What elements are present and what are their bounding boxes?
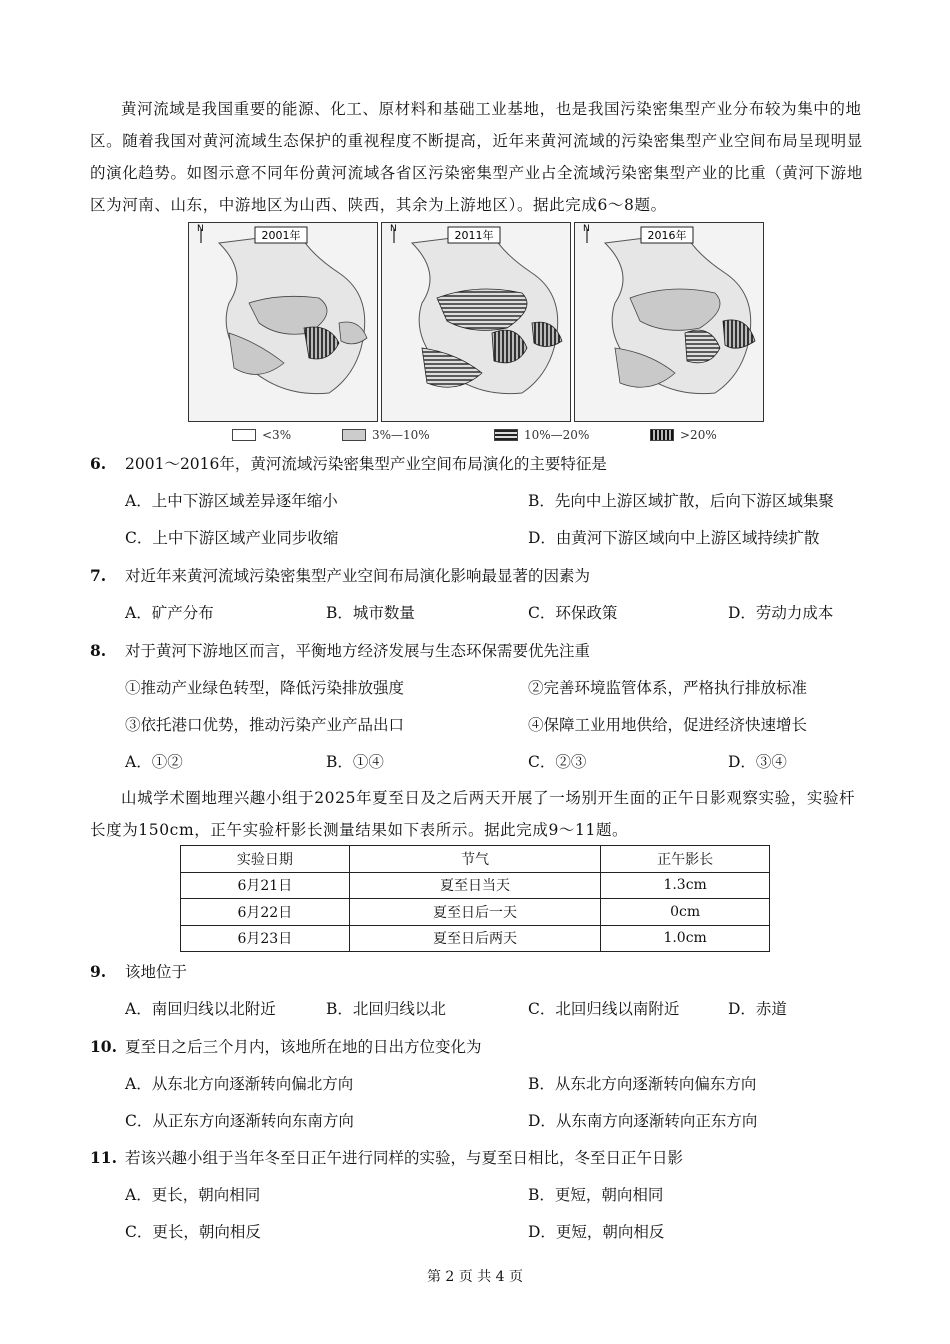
map-year-label: 2001年 xyxy=(261,229,301,242)
map-legend xyxy=(232,428,752,444)
map-2016 xyxy=(574,222,764,422)
legend-item: 10%—20% xyxy=(494,428,589,442)
table-row: 6月23日 夏至日后两天 1.0cm xyxy=(181,925,770,952)
q6-option-d[interactable]: D．由黄河下游区域向中上游区域持续扩散 xyxy=(528,529,820,547)
q9-option-b[interactable]: B．北回归线以北 xyxy=(326,1000,446,1018)
q7-option-a[interactable]: A．矿产分布 xyxy=(125,604,214,622)
q7-option-b[interactable]: B．城市数量 xyxy=(326,604,415,622)
q6-option-b[interactable]: B．先向中上游区域扩散，后向下游区域集聚 xyxy=(528,492,834,510)
map-year-label: 2011年 xyxy=(454,229,494,242)
q8-option-c[interactable]: C．②③ xyxy=(528,753,587,771)
legend-swatch xyxy=(494,429,518,441)
table-row: 6月22日 夏至日后一天 0cm xyxy=(181,899,770,926)
q11-option-c[interactable]: C．更长，朝向相反 xyxy=(125,1223,261,1241)
q8-option-d[interactable]: D．③④ xyxy=(728,753,787,771)
exam-page: 黄河流域是我国重要的能源、化工、原材料和基础工业基地，也是我国污染密集型产业分布较为集中的地区。随着我国对黄河流域生态保护的重视程度不断提高，近年来黄河流域的污染密集型产业空间布局呈现明显的演化趋势。如图示意不同年份黄河流域各省区污染密集型产业占全流域污染密集型产业的比重（黄河下游地区为河南、山东，中游地区为山西、陕西，其余为上游地区）。据此完成6～8题。 N 2001年 N 2011年 N 2016年 <3% 3%—10% 10%—20% >20% 6. 2001～2016年，黄河流域污染密集型产业空间布局演化的主要特征是 A．上中下游区域差异逐年缩小 B．先向中上游区域扩散，后向下游区域集聚 C．上中下游区域产业同步收缩 D．由黄河下游区域向中上游区域持续扩散 7. 对近年来黄河流域污染密集型产业空间布局演化影响最显著的因素为 A．矿产分布 B．城市数量 C．环保政策 D．劳动力成本 8. 对于黄河下游地区而言，平衡地方经济发展与生态环保需要优先注重 ①推动产业绿色转型，降低污染排放强度 ②完善环境监管体系，严格执行排放标准 ③依托港口优势，推动污染产业产品出口 ④保障工业用地供给，促进经济快速增长 A．①② B．①④ C．②③ D．③④ 山城学术圈地理兴趣小组于2025年夏至日及之后两天开展了一场别开生面的正午日影观察实验，实验杆长度为150cm，正午实验杆影长测量结果如下表所示。据此完成9～11题。 实验日期 节气 正午影长 6月21日 夏至日当天 1.3cm 6月22日 夏至日后一天 0cm 6月23日 夏至日后两天 1.0cm 9. 该地位于 A．南回归线以北附近 B．北回归线以北 C．北回归线以南附近 D．赤道 10. 夏至日之后三个月内，该地所在地的日出方位变化为 A．从东北方向逐渐转向偏北方向 B．从东北方向逐渐转向偏东方向 C．从正东方向逐渐转向东南方向 D．从东南方向逐渐转向正东方向 11. 若该兴趣小组于当年冬至日正午进行同样的实验，与夏至日相比，冬至日正午日影 A．更长，朝向相同 B．更短，朝向相同 C．更长，朝向相反 D．更短，朝向相反 第 2 页 共 4 页 xyxy=(0,0,950,1344)
q8-option-a[interactable]: A．①② xyxy=(125,753,183,771)
legend-item: >20% xyxy=(650,428,717,442)
map-2001 xyxy=(188,222,378,422)
map-year-label: 2016年 xyxy=(647,229,687,242)
legend-swatch xyxy=(232,429,256,441)
q11-option-d[interactable]: D．更短，朝向相反 xyxy=(528,1223,665,1241)
q10-option-c[interactable]: C．从正东方向逐渐转向东南方向 xyxy=(125,1112,354,1130)
shadow-table xyxy=(180,845,770,952)
q9-option-a[interactable]: A．南回归线以北附近 xyxy=(125,1000,276,1018)
legend-swatch xyxy=(342,429,366,441)
q9-option-d[interactable]: D．赤道 xyxy=(728,1000,787,1018)
page-footer: 第 2 页 共 4 页 xyxy=(426,1269,524,1285)
legend-item: 3%—10% xyxy=(342,428,430,442)
intro-passage-2: 山城学术圈地理兴趣小组于2025年夏至日及之后两天开展了一场别开生面的正午日影观察实验，实验杆长度为150cm，正午实验杆影长测量结果如下表所示。据此完成9～11题。 xyxy=(90,789,856,839)
map-2011 xyxy=(381,222,571,422)
q10-option-b[interactable]: B．从东北方向逐渐转向偏东方向 xyxy=(528,1075,757,1093)
q8-statement-4: ④保障工业用地供给，促进经济快速增长 xyxy=(528,716,808,734)
q9-option-c[interactable]: C．北回归线以南附近 xyxy=(528,1000,680,1018)
legend-item: <3% xyxy=(232,428,291,442)
q10-option-d[interactable]: D．从东南方向逐渐转向正东方向 xyxy=(528,1112,758,1130)
svg-text:N: N xyxy=(583,224,590,234)
q6-option-a[interactable]: A．上中下游区域差异逐年缩小 xyxy=(125,492,338,510)
q11-option-a[interactable]: A．更长，朝向相同 xyxy=(125,1186,261,1204)
svg-text:N: N xyxy=(390,224,397,234)
svg-text:N: N xyxy=(197,224,204,234)
q8-option-b[interactable]: B．①④ xyxy=(326,753,384,771)
q7-option-c[interactable]: C．环保政策 xyxy=(528,604,618,622)
map-figure xyxy=(188,222,758,422)
q11-option-b[interactable]: B．更短，朝向相同 xyxy=(528,1186,664,1204)
q7-option-d[interactable]: D．劳动力成本 xyxy=(728,604,834,622)
table-header-row: 实验日期 节气 正午影长 xyxy=(181,846,770,873)
legend-swatch xyxy=(650,429,674,441)
q8-statement-1: ①推动产业绿色转型，降低污染排放强度 xyxy=(125,679,405,697)
q8-statement-3: ③依托港口优势，推动污染产业产品出口 xyxy=(125,716,405,734)
q6-option-c[interactable]: C．上中下游区域产业同步收缩 xyxy=(125,529,339,547)
intro-passage-1: 黄河流域是我国重要的能源、化工、原材料和基础工业基地，也是我国污染密集型产业分布较为集中的地区。随着我国对黄河流域生态保护的重视程度不断提高，近年来黄河流域的污染密集型产业空间布局呈现明显的演化趋势。如图示意不同年份黄河流域各省区污染密集型产业占全流域污染密集型产业的比重（黄河下游地区为河南、山东，中游地区为山西、陕西，其余为上游地区）。据此完成6～8题。 xyxy=(90,100,863,214)
q8-statement-2: ②完善环境监管体系，严格执行排放标准 xyxy=(528,679,808,697)
table-row: 6月21日 夏至日当天 1.3cm xyxy=(181,872,770,899)
q10-option-a[interactable]: A．从东北方向逐渐转向偏北方向 xyxy=(125,1075,354,1093)
